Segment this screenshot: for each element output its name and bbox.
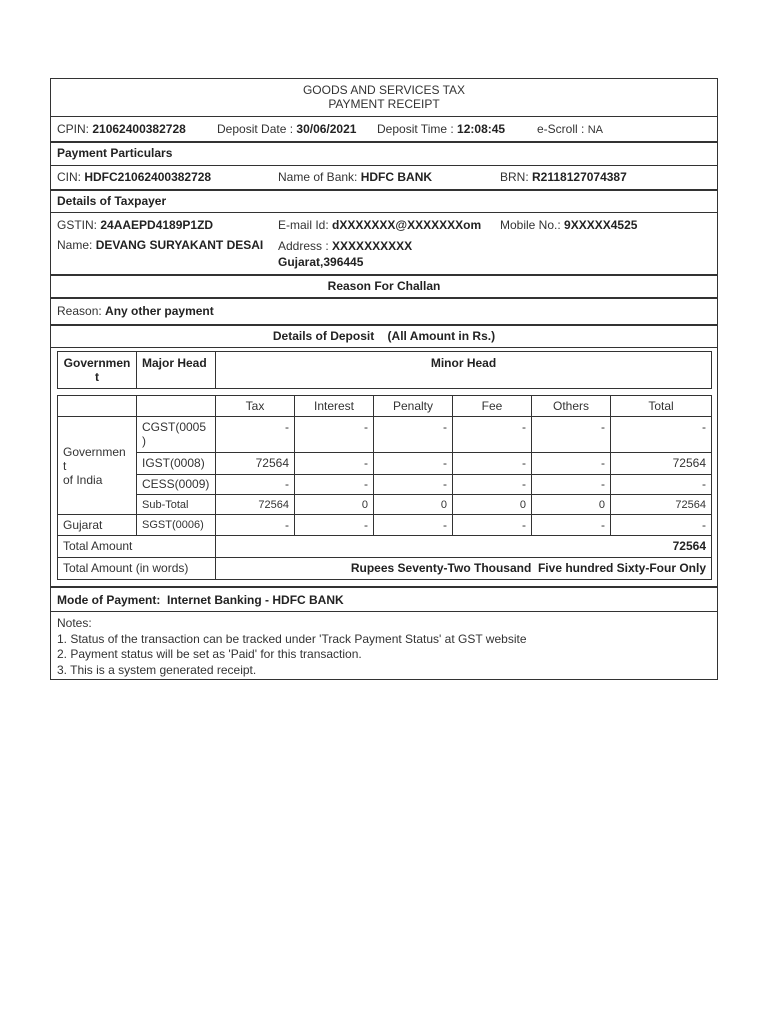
mode-value: Internet Banking - HDFC BANK xyxy=(167,593,344,607)
address-line-1: XXXXXXXXXX xyxy=(332,239,413,253)
cin-value: HDFC21062400382728 xyxy=(84,170,212,184)
bank-field: Name of Bank: HDFC BANK xyxy=(278,170,433,184)
subtotal-row: Sub-Total 72564 0 0 0 0 72564 xyxy=(58,495,712,515)
gstin-value: 24AAEPD4189P1ZD xyxy=(100,218,214,232)
escroll-value: NA xyxy=(587,124,603,136)
mode-label: Mode of Payment: xyxy=(57,593,161,607)
brn-field: BRN: R2118127074387 xyxy=(500,170,627,184)
note-item: 1. Status of the transaction can be tracked under 'Track Payment Status' at GST website xyxy=(57,631,527,646)
receipt-title xyxy=(51,83,717,111)
table-row: Gujarat SGST(0006) - - - - - - xyxy=(58,515,712,536)
deposit-date-field: Deposit Date : 30/06/2021 xyxy=(217,122,357,136)
deposit-heading: Details of Deposit (All Amount in Rs.) xyxy=(272,329,496,343)
column-header-row xyxy=(58,396,712,417)
table-row: Governmen t of India CGST(0005 ) - - - - - - xyxy=(58,417,712,453)
col-fee: Fee xyxy=(453,396,532,417)
notes-heading: Notes: xyxy=(57,616,92,630)
total-amount-label: Total Amount xyxy=(58,536,216,558)
cpin-field: CPIN: 21062400382728 xyxy=(57,122,186,136)
major-head-cell: CESS(0009) xyxy=(137,475,216,495)
payment-particulars-heading: Payment Particulars xyxy=(57,146,173,160)
gst-title: GOODS AND SERVICES TAX xyxy=(302,83,466,97)
brn-value: R2118127074387 xyxy=(532,170,627,184)
table-row: IGST(0008) 72564 - - - - 72564 xyxy=(58,453,712,475)
note-item: 2. Payment status will be set as 'Paid' for this transaction. xyxy=(57,647,362,661)
reason-value: Any other payment xyxy=(105,304,214,318)
deposit-time-field: Deposit Time : 12:08:45 xyxy=(377,122,506,136)
receipt-subtitle: PAYMENT RECEIPT xyxy=(328,97,440,111)
col-penalty: Penalty xyxy=(374,396,453,417)
head-minor: Minor Head xyxy=(216,352,712,389)
email-value: dXXXXXXX@XXXXXXXom xyxy=(332,218,482,232)
table-row: CESS(0009) - - - - - - xyxy=(58,475,712,495)
col-others: Others xyxy=(532,396,611,417)
taxpayer-heading: Details of Taxpayer xyxy=(57,194,167,208)
reason-field: Reason: Any other payment xyxy=(57,304,214,318)
col-interest: Interest xyxy=(295,396,374,417)
email-field: E-mail Id: dXXXXXXX@XXXXXXXom xyxy=(278,218,482,232)
col-tax: Tax xyxy=(216,396,295,417)
head-major: Major Head xyxy=(137,352,216,389)
notes xyxy=(57,616,527,678)
total-words-value: Rupees Seventy-Two Thousand Five hundred Sixty-Four Only xyxy=(216,558,712,580)
address-line-2: Gujarat,396445 xyxy=(278,255,364,269)
deposit-head-table xyxy=(57,351,712,389)
mode-of-payment xyxy=(57,593,344,607)
total-amount-row xyxy=(58,536,712,558)
taxpayer-name-value: DEVANG SURYAKANT DESAI xyxy=(95,238,264,252)
major-head-cell: CGST(0005 ) xyxy=(137,417,216,453)
taxpayer-name-field: Name: DEVANG SURYAKANT DESAI xyxy=(57,238,264,252)
mobile-field: Mobile No.: 9XXXXX4525 xyxy=(500,218,638,232)
deposit-date-value: 30/06/2021 xyxy=(296,122,357,136)
state-label: Gujarat xyxy=(58,515,137,536)
govt-india-label: Governmen t of India xyxy=(58,417,137,515)
mobile-value: 9XXXXX4525 xyxy=(564,218,638,232)
col-total: Total xyxy=(611,396,712,417)
gstin-field: GSTIN: 24AAEPD4189P1ZD xyxy=(57,218,214,232)
deposit-table xyxy=(57,395,712,580)
major-head-cell: IGST(0008) xyxy=(137,453,216,475)
deposit-time-value: 12:08:45 xyxy=(457,122,506,136)
address-field: Address : XXXXXXXXXX Gujarat,396445 xyxy=(278,239,413,269)
challan-heading: Reason For Challan xyxy=(327,279,441,293)
total-words-label: Total Amount (in words) xyxy=(58,558,216,580)
escroll-field: e-Scroll : NA xyxy=(537,122,603,136)
payment-receipt xyxy=(50,78,718,680)
total-words-row xyxy=(58,558,712,580)
cpin-value: 21062400382728 xyxy=(92,122,186,136)
total-amount-value: 72564 xyxy=(216,536,712,558)
subtotal-label: Sub-Total xyxy=(137,495,216,515)
head-government: Governmen t xyxy=(58,352,137,389)
cin-field: CIN: HDFC21062400382728 xyxy=(57,170,212,184)
bank-value: HDFC BANK xyxy=(360,170,433,184)
note-item: 3. This is a system generated receipt. xyxy=(57,662,257,677)
major-head-cell: SGST(0006) xyxy=(137,515,216,536)
